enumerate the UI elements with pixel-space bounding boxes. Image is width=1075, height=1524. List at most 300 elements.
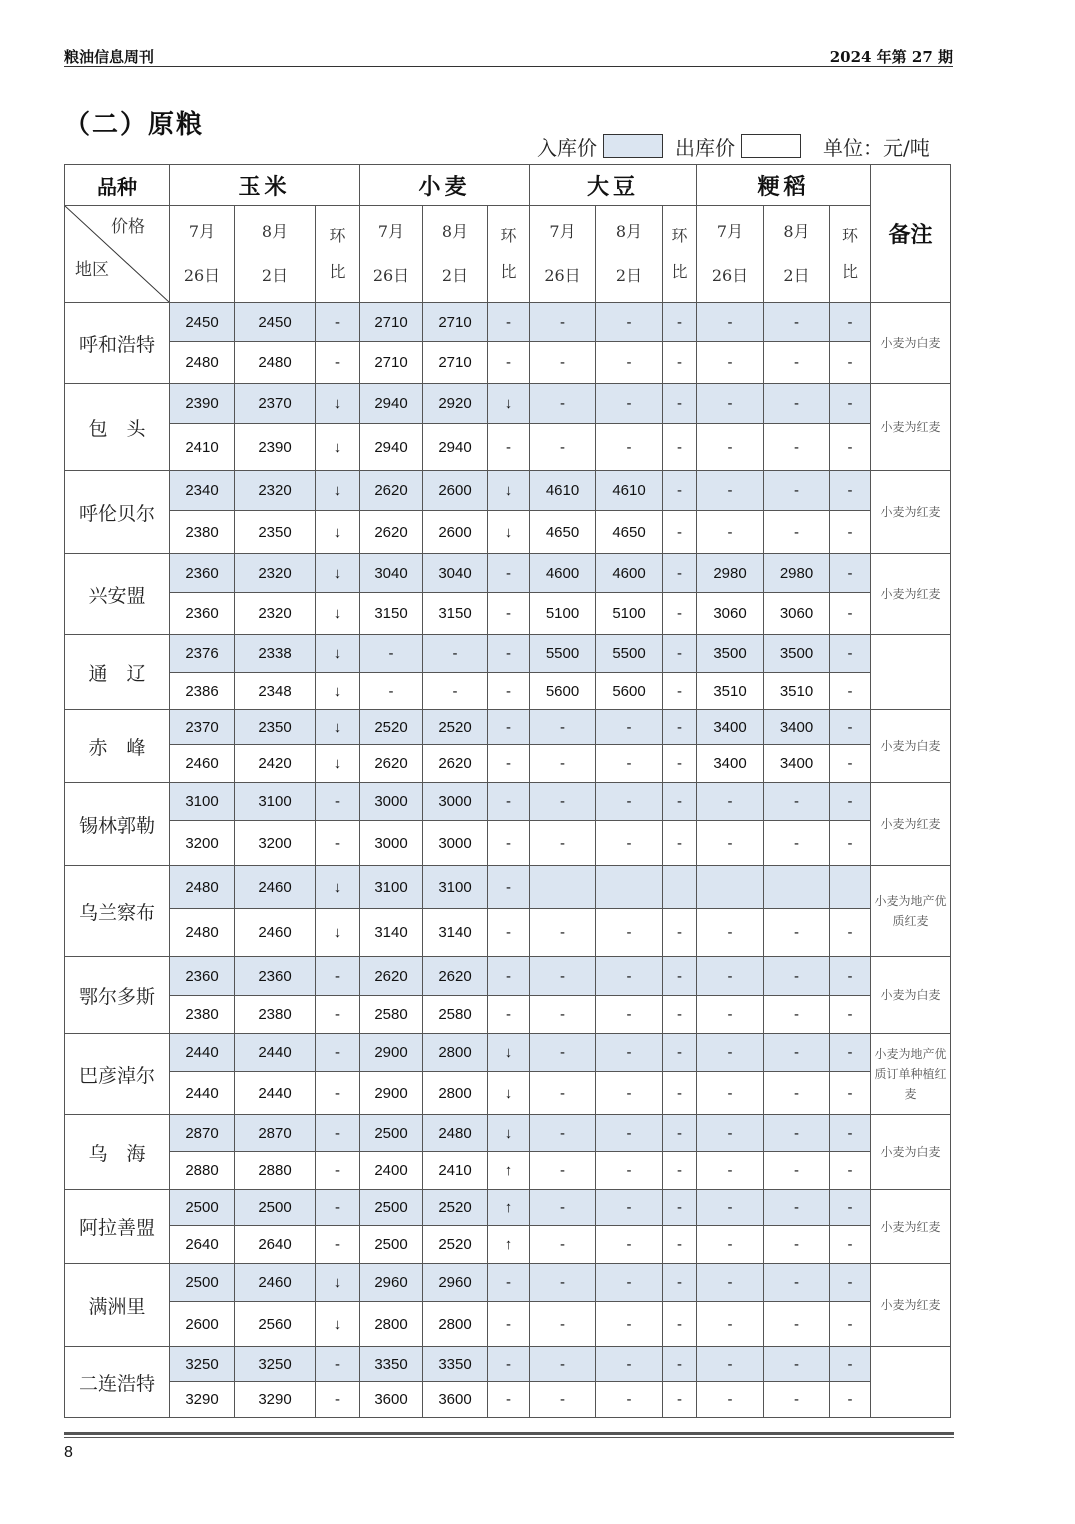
- price-cell: -: [697, 511, 764, 554]
- table-row: [65, 1347, 951, 1382]
- price-cell: -: [316, 1190, 360, 1226]
- region-name: 乌兰察布: [65, 866, 170, 957]
- price-cell: 2480: [170, 866, 235, 909]
- price-cell: -: [830, 745, 871, 783]
- price-cell: -: [697, 471, 764, 511]
- crop-header-soybean: 大豆: [530, 165, 697, 206]
- date2-header: [596, 206, 663, 303]
- price-cell: -: [697, 783, 764, 821]
- price-cell: [530, 866, 596, 909]
- price-cell: 2600: [423, 511, 488, 554]
- date2-line: 2日: [615, 266, 643, 285]
- price-cell: -: [530, 909, 596, 957]
- price-cell: -: [830, 593, 871, 635]
- price-cell: 5500: [596, 635, 663, 673]
- price-cell: -: [663, 783, 697, 821]
- price-cell: -: [316, 1115, 360, 1152]
- price-cell: -: [488, 1382, 530, 1418]
- price-cell: -: [830, 471, 871, 511]
- price-cell: -: [830, 957, 871, 996]
- price-cell: -: [764, 511, 830, 554]
- price-cell: 2440: [170, 1072, 235, 1115]
- price-cell: 2620: [360, 511, 423, 554]
- price-cell: 4610: [530, 471, 596, 511]
- price-cell: -: [697, 1226, 764, 1264]
- price-cell: 2500: [235, 1190, 316, 1226]
- price-cell: -: [697, 1152, 764, 1190]
- table-row: [65, 909, 951, 957]
- price-cell: -: [530, 1226, 596, 1264]
- region-name: 通 辽: [65, 635, 170, 710]
- price-cell: -: [596, 1115, 663, 1152]
- date-header-row: [65, 206, 951, 303]
- table-row: [65, 1226, 951, 1264]
- price-cell: 2940: [360, 424, 423, 471]
- price-cell: -: [830, 424, 871, 471]
- price-cell: 2960: [423, 1264, 488, 1302]
- price-cell: 2380: [235, 996, 316, 1034]
- price-cell: -: [360, 635, 423, 673]
- price-cell: -: [316, 783, 360, 821]
- price-cell: 2500: [170, 1264, 235, 1302]
- price-cell: 2350: [235, 511, 316, 554]
- price-cell: 4600: [596, 554, 663, 593]
- price-cell: 2800: [360, 1302, 423, 1347]
- price-cell: -: [663, 342, 697, 384]
- price-cell: -: [488, 957, 530, 996]
- price-cell: -: [316, 303, 360, 342]
- price-cell: -: [530, 303, 596, 342]
- table-row: [65, 783, 951, 821]
- table-row: [65, 996, 951, 1034]
- price-cell: -: [596, 1302, 663, 1347]
- price-cell: -: [830, 635, 871, 673]
- price-cell: 2620: [423, 745, 488, 783]
- region-name: 锡林郭勒: [65, 783, 170, 866]
- price-cell: -: [316, 1152, 360, 1190]
- price-cell: -: [596, 1264, 663, 1302]
- price-cell: -: [764, 303, 830, 342]
- date1-line: 7月: [377, 222, 405, 241]
- table-row: [65, 554, 951, 593]
- price-cell: -: [530, 1382, 596, 1418]
- price-cell: -: [316, 342, 360, 384]
- price-cell: -: [697, 1347, 764, 1382]
- price-cell: -: [488, 745, 530, 783]
- price-cell: -: [530, 1347, 596, 1382]
- price-cell: -: [663, 1072, 697, 1115]
- price-cell: -: [663, 1382, 697, 1418]
- price-cell: -: [663, 511, 697, 554]
- price-cell: -: [663, 1347, 697, 1382]
- region-name: 呼和浩特: [65, 303, 170, 384]
- price-cell: -: [596, 745, 663, 783]
- price-cell: -: [663, 303, 697, 342]
- change-header: [663, 206, 697, 303]
- price-cell: -: [316, 996, 360, 1034]
- price-cell: 2376: [170, 635, 235, 673]
- price-cell: -: [596, 384, 663, 424]
- price-cell: 2920: [423, 384, 488, 424]
- date2-line: 2日: [261, 266, 289, 285]
- table-row: [65, 866, 951, 909]
- crop-header-row: [65, 165, 951, 206]
- price-cell: 2520: [423, 1226, 488, 1264]
- price-cell: 2600: [423, 471, 488, 511]
- table-row: [65, 821, 951, 866]
- price-cell: -: [663, 593, 697, 635]
- price-cell: -: [697, 1264, 764, 1302]
- price-cell: ↓: [488, 1115, 530, 1152]
- price-cell: 2380: [170, 996, 235, 1034]
- price-cell: -: [830, 1190, 871, 1226]
- price-cell: [830, 866, 871, 909]
- price-cell: 2640: [235, 1226, 316, 1264]
- page-number: 8: [64, 1444, 73, 1461]
- remark-cell: 小麦为红麦: [871, 783, 951, 866]
- remark-cell: 小麦为地产优质订单种植红麦: [871, 1034, 951, 1115]
- price-cell: -: [530, 783, 596, 821]
- date1-header: [697, 206, 764, 303]
- remark-header: 备注: [871, 165, 951, 303]
- price-cell: -: [830, 1072, 871, 1115]
- region-name: 乌 海: [65, 1115, 170, 1190]
- price-cell: 2380: [170, 511, 235, 554]
- price-cell: -: [488, 303, 530, 342]
- table-row: [65, 424, 951, 471]
- price-cell: -: [697, 1382, 764, 1418]
- price-cell: -: [488, 1264, 530, 1302]
- remark-cell: 小麦为白麦: [871, 1115, 951, 1190]
- price-cell: -: [764, 1347, 830, 1382]
- price-cell: 2980: [697, 554, 764, 593]
- price-cell: 2410: [423, 1152, 488, 1190]
- price-cell: -: [830, 673, 871, 710]
- price-cell: 2440: [235, 1034, 316, 1072]
- price-cell: 2340: [170, 471, 235, 511]
- price-cell: 2580: [423, 996, 488, 1034]
- price-cell: -: [830, 342, 871, 384]
- price-cell: 3350: [360, 1347, 423, 1382]
- price-cell: ↓: [488, 1034, 530, 1072]
- price-cell: ↓: [316, 866, 360, 909]
- remark-cell: 小麦为白麦: [871, 303, 951, 384]
- price-cell: -: [663, 1190, 697, 1226]
- price-cell: 2560: [235, 1302, 316, 1347]
- price-cell: -: [530, 710, 596, 745]
- price-cell: -: [316, 957, 360, 996]
- price-cell: -: [488, 1347, 530, 1382]
- price-cell: -: [830, 783, 871, 821]
- price-cell: 2360: [170, 593, 235, 635]
- price-cell: 2520: [360, 710, 423, 745]
- price-cell: ↓: [316, 511, 360, 554]
- table-row: [65, 710, 951, 745]
- price-cell: -: [530, 384, 596, 424]
- price-cell: -: [697, 909, 764, 957]
- price-cell: -: [764, 1072, 830, 1115]
- price-cell: -: [488, 710, 530, 745]
- price-cell: ↓: [488, 1072, 530, 1115]
- price-cell: 3040: [360, 554, 423, 593]
- price-cell: -: [596, 1382, 663, 1418]
- date2-line: 8月: [441, 222, 469, 241]
- price-cell: -: [663, 1034, 697, 1072]
- price-cell: 3100: [170, 783, 235, 821]
- price-cell: 2800: [423, 1034, 488, 1072]
- price-cell: -: [488, 909, 530, 957]
- change-line: 环: [671, 226, 688, 245]
- price-cell: -: [830, 996, 871, 1034]
- region-name: 赤 峰: [65, 710, 170, 783]
- price-cell: ↑: [488, 1226, 530, 1264]
- price-cell: 3290: [170, 1382, 235, 1418]
- price-cell: 2980: [764, 554, 830, 593]
- price-cell: 2360: [170, 554, 235, 593]
- price-cell: -: [697, 1072, 764, 1115]
- price-cell: -: [830, 1264, 871, 1302]
- price-cell: [697, 866, 764, 909]
- date2-header: [235, 206, 316, 303]
- price-cell: -: [316, 1034, 360, 1072]
- price-cell: ↓: [488, 471, 530, 511]
- price-cell: 2620: [360, 471, 423, 511]
- price-cell: -: [663, 745, 697, 783]
- price-cell: 2360: [170, 957, 235, 996]
- price-cell: -: [663, 554, 697, 593]
- price-cell: [663, 866, 697, 909]
- price-cell: ↓: [316, 384, 360, 424]
- price-cell: -: [697, 821, 764, 866]
- price-cell: -: [764, 1190, 830, 1226]
- change-line: 比: [329, 262, 346, 281]
- price-cell: -: [764, 1302, 830, 1347]
- price-cell: 3060: [764, 593, 830, 635]
- price-cell: -: [596, 1226, 663, 1264]
- footer-divider-thick: [64, 1432, 954, 1435]
- price-cell: -: [663, 635, 697, 673]
- price-cell: -: [764, 1226, 830, 1264]
- region-name: 巴彦淖尔: [65, 1034, 170, 1115]
- price-cell: -: [764, 424, 830, 471]
- table-row: [65, 471, 951, 511]
- price-cell: -: [530, 1190, 596, 1226]
- price-cell: -: [596, 424, 663, 471]
- price-cell: -: [830, 1115, 871, 1152]
- price-cell: 3250: [235, 1347, 316, 1382]
- price-cell: -: [530, 342, 596, 384]
- price-cell: -: [764, 783, 830, 821]
- price-cell: -: [596, 821, 663, 866]
- date1-line: 26日: [711, 266, 749, 285]
- price-cell: 2880: [170, 1152, 235, 1190]
- price-cell: -: [423, 635, 488, 673]
- table-row: [65, 673, 951, 710]
- price-cell: 3500: [764, 635, 830, 673]
- price-cell: 2710: [423, 303, 488, 342]
- price-cell: -: [663, 1226, 697, 1264]
- region-name: 阿拉善盟: [65, 1190, 170, 1264]
- date1-header: [360, 206, 423, 303]
- price-cell: -: [530, 1302, 596, 1347]
- date1-header: [530, 206, 596, 303]
- date2-header: [764, 206, 830, 303]
- crop-header-wheat: 小麦: [360, 165, 530, 206]
- price-cell: 3060: [697, 593, 764, 635]
- price-cell: -: [488, 635, 530, 673]
- price-cell: 4610: [596, 471, 663, 511]
- price-cell: 2520: [423, 1190, 488, 1226]
- table-row: [65, 384, 951, 424]
- change-line: 环: [329, 226, 346, 245]
- price-cell: -: [530, 1264, 596, 1302]
- price-cell: -: [830, 1302, 871, 1347]
- price-cell: -: [764, 1264, 830, 1302]
- price-cell: 3000: [360, 821, 423, 866]
- price-cell: 2880: [235, 1152, 316, 1190]
- price-cell: 2710: [423, 342, 488, 384]
- price-cell: ↓: [316, 710, 360, 745]
- price-cell: -: [530, 821, 596, 866]
- date1-line: 26日: [183, 266, 221, 285]
- price-cell: -: [830, 511, 871, 554]
- price-cell: -: [596, 957, 663, 996]
- price-cell: -: [488, 996, 530, 1034]
- section-title: （二）原粮: [64, 110, 205, 140]
- date2-line: 8月: [615, 222, 643, 241]
- price-cell: -: [764, 821, 830, 866]
- price-cell: 4650: [596, 511, 663, 554]
- price-cell: -: [596, 342, 663, 384]
- price-cell: 3000: [423, 783, 488, 821]
- price-cell: ↓: [316, 471, 360, 511]
- price-cell: 2390: [170, 384, 235, 424]
- price-cell: -: [596, 1034, 663, 1072]
- price-cell: 3150: [423, 593, 488, 635]
- price-legend: [537, 133, 930, 159]
- price-cell: -: [697, 1115, 764, 1152]
- crop-header-rice: 粳稻: [697, 165, 871, 206]
- price-cell: 3350: [423, 1347, 488, 1382]
- price-cell: 2450: [235, 303, 316, 342]
- price-cell: 2800: [423, 1072, 488, 1115]
- remark-cell: 小麦为红麦: [871, 384, 951, 471]
- price-cell: -: [764, 996, 830, 1034]
- grain-price-table: [64, 164, 951, 1418]
- price-cell: 3400: [697, 710, 764, 745]
- price-cell: 2450: [170, 303, 235, 342]
- table-row: [65, 957, 951, 996]
- price-cell: -: [530, 957, 596, 996]
- date1-line: 26日: [372, 266, 410, 285]
- region-name: 满洲里: [65, 1264, 170, 1347]
- price-cell: -: [488, 866, 530, 909]
- price-cell: -: [663, 424, 697, 471]
- publication-name: 粮油信息周刊: [64, 48, 155, 66]
- in-price-swatch: [603, 134, 663, 158]
- price-cell: 2800: [423, 1302, 488, 1347]
- price-cell: -: [596, 783, 663, 821]
- price-cell: -: [830, 384, 871, 424]
- price-cell: -: [488, 554, 530, 593]
- price-cell: 2710: [360, 342, 423, 384]
- price-cell: 2520: [423, 710, 488, 745]
- price-cell: 3140: [360, 909, 423, 957]
- price-cell: -: [530, 1152, 596, 1190]
- price-cell: -: [830, 821, 871, 866]
- date1-header: [170, 206, 235, 303]
- remark-cell: 小麦为红麦: [871, 554, 951, 635]
- issue-number: 2024 年第 27 期: [829, 48, 953, 66]
- price-cell: 2580: [360, 996, 423, 1034]
- footer-divider-thin: [64, 1437, 954, 1438]
- change-line: 比: [841, 262, 858, 281]
- price-cell: 2500: [360, 1190, 423, 1226]
- unit-label: 单位：元/吨: [823, 135, 930, 160]
- price-cell: 2480: [235, 342, 316, 384]
- change-header: [488, 206, 530, 303]
- price-cell: 2338: [235, 635, 316, 673]
- price-cell: 2600: [170, 1302, 235, 1347]
- price-cell: -: [596, 710, 663, 745]
- price-cell: -: [530, 424, 596, 471]
- price-cell: ↓: [316, 909, 360, 957]
- price-label: 价格: [111, 217, 145, 237]
- date2-line: 2日: [783, 266, 810, 285]
- price-cell: ↓: [316, 673, 360, 710]
- price-cell: -: [596, 1190, 663, 1226]
- out-price-swatch: [741, 134, 801, 158]
- price-cell: -: [663, 673, 697, 710]
- change-line: 比: [500, 262, 517, 281]
- price-cell: -: [697, 1302, 764, 1347]
- price-cell: 2348: [235, 673, 316, 710]
- change-header: [316, 206, 360, 303]
- price-cell: -: [663, 1115, 697, 1152]
- price-cell: -: [764, 1382, 830, 1418]
- price-cell: 2500: [170, 1190, 235, 1226]
- table-row: [65, 1115, 951, 1152]
- price-cell: 2900: [360, 1072, 423, 1115]
- price-cell: -: [530, 1072, 596, 1115]
- price-cell: 3000: [360, 783, 423, 821]
- price-cell: -: [596, 909, 663, 957]
- price-cell: 2900: [360, 1034, 423, 1072]
- crop-header-corn: 玉米: [170, 165, 360, 206]
- price-cell: 5600: [530, 673, 596, 710]
- price-cell: 3510: [697, 673, 764, 710]
- date1-line: 7月: [188, 222, 216, 241]
- price-cell: ↓: [316, 1264, 360, 1302]
- price-cell: 3100: [235, 783, 316, 821]
- price-cell: 3400: [697, 745, 764, 783]
- price-cell: 2620: [423, 957, 488, 996]
- price-cell: -: [663, 1264, 697, 1302]
- price-cell: 3600: [360, 1382, 423, 1418]
- price-cell: -: [596, 1152, 663, 1190]
- table-row: [65, 1264, 951, 1302]
- price-cell: 2350: [235, 710, 316, 745]
- price-cell: -: [663, 909, 697, 957]
- price-cell: 2400: [360, 1152, 423, 1190]
- region-name: 鄂尔多斯: [65, 957, 170, 1034]
- price-cell: 2320: [235, 593, 316, 635]
- price-cell: 2620: [360, 957, 423, 996]
- price-cell: 2440: [235, 1072, 316, 1115]
- price-cell: -: [830, 1152, 871, 1190]
- price-cell: 2320: [235, 471, 316, 511]
- price-cell: 3140: [423, 909, 488, 957]
